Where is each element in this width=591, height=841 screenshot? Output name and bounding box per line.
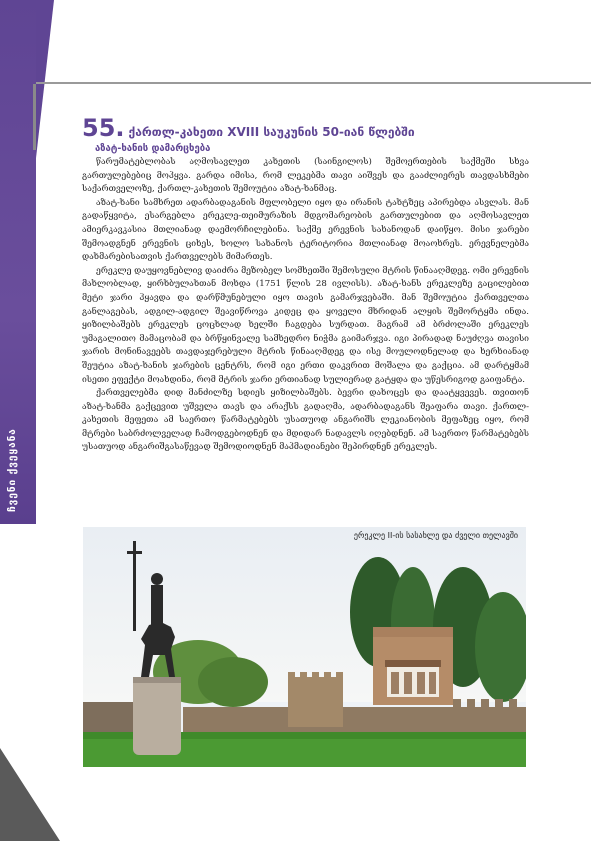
photo-caption: ერეკლე II-ის სასახლე და ძველი თელავში [353,531,518,540]
lesson-title [82,114,562,142]
side-notch [36,0,54,158]
lesson-title-text: ქართლ-კახეთი XVIII საუკუნის 50-იან წლებში [128,125,415,139]
paragraph: ერეკლე დაუყოვნებლივ დაიძრა მეზობელ სომხეთში შემოსული მტრის წინააღმდეგ. ომი ერევნის მახლობლად, ყირხბულახთან მოხდა (1751 წლის 28 ივლისს). აზატ-ხანს ერეკლეზე გაცილებით მეტი ჯარი ჰყავდა და დარწმუნებული იყო თავის გამარჯვებაში. მან შემოუტია ქართველთა განლაგებას, ადგილ-ადგილ შეავიწროვა კიდეც და ყოველი მხრიდან ალყის შემორტყმა ინდა. ყიზილბაშებს ერეკლეს ცოცხლად ხელში ჩაგდება სურდათ. მაგრამ ამ ბრძოლაში ერეკლეს უმაგალითო მამაცობამ და ბრწყინვალე სამხედრო ნიჭმა გაიმარჯვა. იგი პირადად ნაუძღვა თავისი ჯარის მონინავეებს თავდაჯერებული მტრის წინააღმდეგ და ისე მოულოდნელად და ხერხიანად შეუტია აზატ-ხანის ჯარების ცენტრს, რომ იგი ერთი დაკვრით მოშალა და გაქცია. ამ დარტყმამ ისეთი ეფექტი მოახდინა, რომ მტრის ჯარი ერთიანად სულიერად გატყდა და უწესრიგოდ გაიფანტა. [82,265,529,385]
top-rule [36,82,591,84]
side-label: ჩვენი ქვეყანა [7,428,18,512]
subheading: აზატ-ხანის დამარცხება [95,143,211,154]
page-number: 272 [30,766,55,781]
paragraph: ქართველებმა დიდ მანძილზე სდიეს ყიზილბაშებს. ბევრი დახოცეს და დაატყვევეს. თვითონ აზატ-ხანმა გაქცევით უშველა თავს და არაქსს გადაღმა, ადარბადაგანს შეაფარა თავი. ქართლ-კახეთის მეფეთა ამ საერთო წარმატებებს უსათუოდ ანგარიშს ლეკიანობის მეფაზეც იყო, რომ მტრები საბრძოლველად ჩამოდგებოდნენ და მდიდარ ნადავლს იღებდნენ. ამ საერთო წარმატებებს უსათუოდ ანგარიშგასაწევად შემოდიოდნენ მაჰმადიანები შეპირდნენ ერეკლეს. [82,388,529,453]
page-corner [0,748,60,841]
palace-illustration [83,527,526,767]
paragraph: აზატ-ხანი სამხრეთ ადარბადაგანის მფლობელი იყო და ირანის ტახტზეც აპირებდა ასვლას. მან გადაწყვიტა, ესარგებლა ერეკლე-თეიმურაზის მდგომარეობის გართულებით და აღმოსავლეთ ამიერკავკასია მთლიანად დაემორჩილებინა. საქმე ერევნის სახანოდან დაიწყო. მისი ჯარები შემოადგნენ ერევნის ციხეს, ხოლო სახანოს ტერიტორია მთლიანად მოაოხრეს. ერევნელებმა დახმარებისათვის ქართველებს მიმართეს. [82,197,529,263]
paragraph: წარუმატებლობას აღმოსავლეთ კახეთის (საინგილოს) შემოერთების საქმეში სხვა გართულებებიც მოჰყვა. გარდა იმისა, რომ ლეკებმა თავი აიშვეს და გააძლიერეს თავდასხმები საქართველოზე, ქართლ-კახეთის შემოუტია აზატ-ხანმაც. [82,157,529,195]
grey-edge [33,84,36,150]
lesson-number: 55. [82,114,125,142]
photo-telavi-palace [83,527,526,767]
body-text [82,156,529,455]
